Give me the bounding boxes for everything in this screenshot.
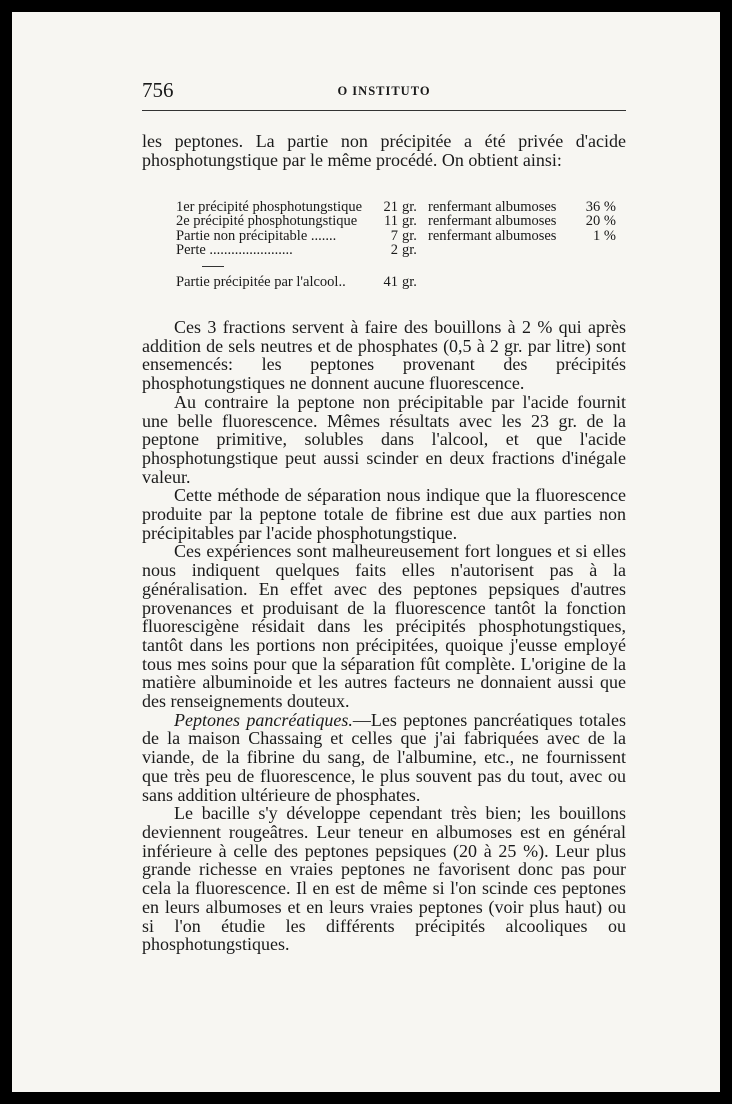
paragraph-text: —Les peptones pancréatiques totales de la maison Chassaing et celles que j'ai fabriquées avec de la viande, de la fibrine du sang, de l'albumine, etc., ne fournissent que très peu de fluorescence, le plus souvent pas du tout, avec ou sans addition ultérieure de phosphates.	[142, 709, 626, 805]
running-head: O INSTITUTO	[337, 84, 431, 98]
table-row	[176, 200, 616, 214]
fraction-table	[176, 200, 616, 258]
total-line	[176, 274, 616, 288]
total-amount: 41	[383, 274, 398, 290]
row-amount: 11	[384, 213, 398, 230]
paragraph-section-start	[142, 711, 626, 805]
row-label: Partie non précipitable .......	[176, 227, 337, 244]
table-row	[176, 214, 616, 228]
row-label: 2e précipité phosphotungstique	[176, 213, 358, 230]
row-amount: 7	[390, 227, 398, 244]
table-total-row	[176, 274, 616, 288]
main-text	[142, 318, 626, 954]
section-heading: Peptones pancréatiques.	[174, 709, 353, 730]
row-percent: 20 %	[585, 213, 616, 230]
row-unit: gr.	[402, 199, 417, 215]
intro-paragraph	[142, 132, 626, 169]
row-unit: gr.	[402, 227, 417, 244]
row-unit: gr.	[402, 242, 417, 259]
row-amount: 21	[383, 199, 398, 215]
total-label: Partie précipitée par l'alcool..	[176, 274, 346, 290]
row-unit: gr.	[402, 213, 417, 230]
row-amount: 2	[390, 242, 398, 259]
paragraph: Le bacille s'y développe cependant très bien; les bouillons deviennent rougeâtres. Leur teneur en albumoses est en général inférieure à celle des peptones pepsiques (20 à 25 %). Leur plus grande richesse en vraies peptones ne favorisent donc pas pour cela la fluorescence. Il en est de même si l'on scinde ces peptones en leurs albumoses et en leurs vraies peptones (voir plus haut) ou si l'on étudie les différents précipités alcooliques ou phosphotungstiques.	[142, 803, 626, 955]
page-header	[142, 78, 626, 108]
paragraph: Au contraire la peptone non précipitable par l'acide fournit une belle fluorescence. Mêmes résultats avec les 23 gr. de la peptone primitive, solubles dans l'alcool, et que l'acide phosphotungstique peut aussi scinder en deux fractions d'inégale valeur.	[142, 391, 626, 487]
row-percent: 1 %	[593, 227, 616, 244]
page-number: 756	[142, 78, 174, 102]
total-unit: gr.	[402, 274, 417, 290]
row-label: 1er précipité phosphotungstique	[176, 199, 363, 215]
row-percent: 36 %	[585, 199, 616, 215]
paragraph: Ces 3 fractions servent à faire des bouillons à 2 % qui après addition de sels neutres et de phosphates (0,5 à 2 gr. par litre) sont ensemencés: les peptones provenant des précipités phosphotungstiques ne donnent aucune fluorescence.	[142, 317, 626, 394]
row-desc: renfermant albumoses	[428, 199, 557, 215]
intro-text: les peptones. La partie non précipitée a été privée d'acide phosphotungstique par le même procédé. On obtient ainsi:	[142, 131, 626, 170]
table-row	[176, 243, 616, 257]
row-desc: renfermant albumoses	[428, 227, 557, 244]
sum-rule	[202, 266, 224, 267]
header-rule	[142, 110, 626, 111]
row-label: Perte .......................	[176, 242, 293, 259]
paragraph: Ces expériences sont malheureusement fort longues et si elles nous indiquent quelques faits elles n'autorisent pas à la généralisation. En effet avec des peptones pepsiques d'autres provenances et produisant de la fluorescence tantôt la fonction fluorescigène résidait dans les précipités phosphotungstiques, tantôt dans les portions non précipitées, quoique j'eusse employé tous mes soins pour que la séparation fût complète. L'origine de la matière albuminoide et les autres facteurs ne donnaient aussi que des renseignements douteux.	[142, 541, 626, 712]
table-row	[176, 229, 616, 243]
paragraph: Cette méthode de séparation nous indique que la fluorescence produite par la peptone totale de fibrine est due aux parties non précipitables par l'acide phosphotungstique.	[142, 485, 626, 543]
row-desc: renfermant albumoses	[428, 213, 557, 230]
